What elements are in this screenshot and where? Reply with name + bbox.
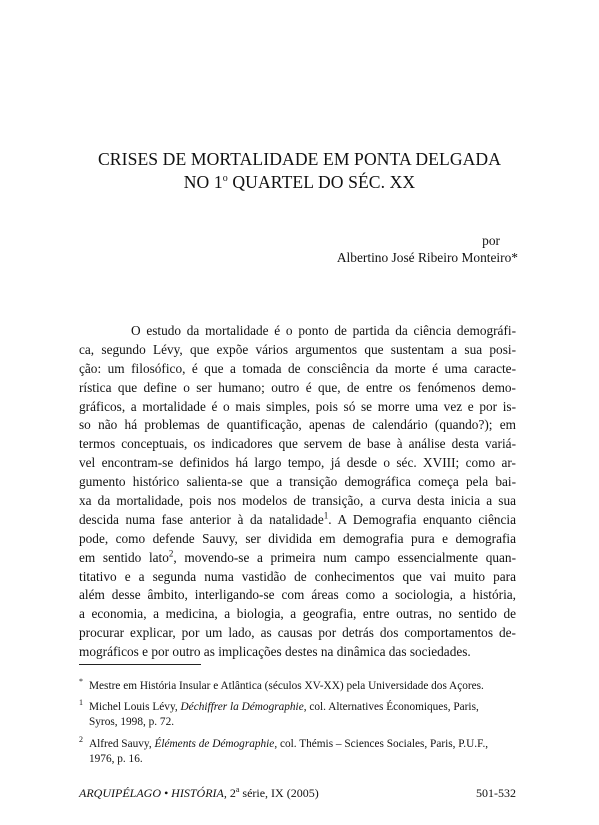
body-text-segment: . A Demografia enquanto ciência [328, 511, 516, 527]
body-line: xa da mortalidade, pois nos modelos de transição, a curva desta inicia a sua [79, 493, 516, 509]
body-line: ção: um filosófico, é que a tomada de consciência da morte é uma caracte- [79, 360, 516, 376]
footnote-text: 1976, p. 16. [89, 752, 143, 765]
footnote-text: , col. Thémis – Sciences Sociales, Paris, P.U.F., [274, 737, 489, 750]
series-volume: série, IX (2005) [239, 786, 319, 800]
page-range: 501-532 [476, 786, 516, 800]
footnote-text: Mestre em História Insular e Atlântica (séculos XV-XX) pela Universidade dos Açores. [89, 680, 484, 692]
body-line: ca, segundo Lévy, que expõe vários argumentos que sustentam a sua posi- [79, 341, 516, 357]
body-line: so não há problemas de quantificação, apenas de calendário (quando?); em [79, 417, 516, 433]
journal-citation [79, 786, 319, 801]
body-line [79, 549, 516, 568]
body-text-segment: descida numa fase anterior à da natalidade [79, 511, 324, 527]
footnote-text: Michel Louis Lévy, [89, 701, 181, 714]
title-line-1: CRISES DE MORTALIDADE EM PONTA DELGADA [97, 149, 502, 169]
footnote-text: Syros, 1998, p. 72. [89, 716, 175, 729]
footnote-book-title: Éléments de Démographie [154, 737, 275, 750]
title-line-2 [40, 171, 559, 194]
series-number: 2 [226, 786, 236, 800]
body-line: rística que define o ser humano; outro é que, de entre os fenómenos demo- [79, 379, 516, 395]
body-text-segment: , movendo-se a primeira num campo essencialmente quan- [173, 549, 516, 565]
byline [218, 232, 518, 266]
body-line: O estudo da mortalidade é o ponto de partida da ciência demográfi- [131, 323, 516, 338]
body-line: termos conceptuais, os indicadores que servem de base à análise desta variá- [79, 436, 516, 452]
title-line-2-start: NO 1 [183, 172, 223, 192]
footnote-ref-1[interactable]: 1 [323, 510, 329, 521]
footnotes [79, 679, 516, 773]
footnote-separator [79, 664, 201, 665]
footnote-text: Alfred Sauvy, [89, 737, 155, 750]
body-line: procurar explicar, por um lado, as causas por detrás dos comportamentos de- [79, 625, 516, 641]
body-line: titativo e a segunda numa vastidão de conhecimentos que vai muito para [79, 568, 516, 584]
series-ordinal-sup: a [235, 785, 240, 794]
body-line: além desse âmbito, interligando-se com áreas como a sociologia, a história, [79, 587, 516, 603]
body-line: mográficos e por outro as implicações destes na dinâmica das sociedades. [79, 644, 471, 660]
byline-por: por [482, 233, 500, 248]
footnote-ref-2[interactable]: 2 [168, 548, 174, 559]
journal-name: ARQUIPÉLAGO • HISTÓRIA, [79, 786, 227, 800]
body-line [79, 511, 516, 530]
body-line: gumento histórico salienta-se que a transição demográfica começa pela bai- [79, 474, 516, 490]
footnote-2: 2 Alfred Sauvy, Éléments de Démographie, col. Thémis – Sciences Sociales, Paris, P.U.F., 1976, p. 16. [79, 737, 516, 767]
footnote-book-title: Déchiffrer la Démographie [180, 701, 304, 714]
body-line: vel encontram-se definidos há largo tempo, já desde o séc. XVIII; como ar- [79, 455, 516, 471]
author-name: Albertino José Ribeiro Monteiro* [336, 250, 518, 265]
body-line: pode, como defende Sauvy, ser dividida em demografia pura e demografia [79, 530, 516, 546]
body-line: gráficos, a mortalidade é o mais simples, pois só se morre uma vez e por is- [79, 398, 516, 414]
footnote-author: * Mestre em História Insular e Atlântica (séculos XV-XX) pela Universidade dos Açores. [79, 677, 484, 692]
article-title [40, 148, 559, 194]
body-line: a economia, a medicina, a biologia, a geografia, entre outras, no sentido de [79, 606, 516, 622]
title-line-2-end: QUARTEL DO SÉC. XX [227, 172, 416, 192]
title-ordinal-sup: o [222, 173, 228, 185]
body-paragraph [79, 322, 516, 662]
footnote-text: , col. Alternatives Économiques, Paris, [303, 701, 479, 714]
body-text-segment: em sentido lato [79, 549, 169, 565]
footnote-1: 1 Michel Louis Lévy, Déchiffrer la Démographie, col. Alternatives Économiques, Paris, Syros, 1998, p. 72. [79, 700, 516, 730]
